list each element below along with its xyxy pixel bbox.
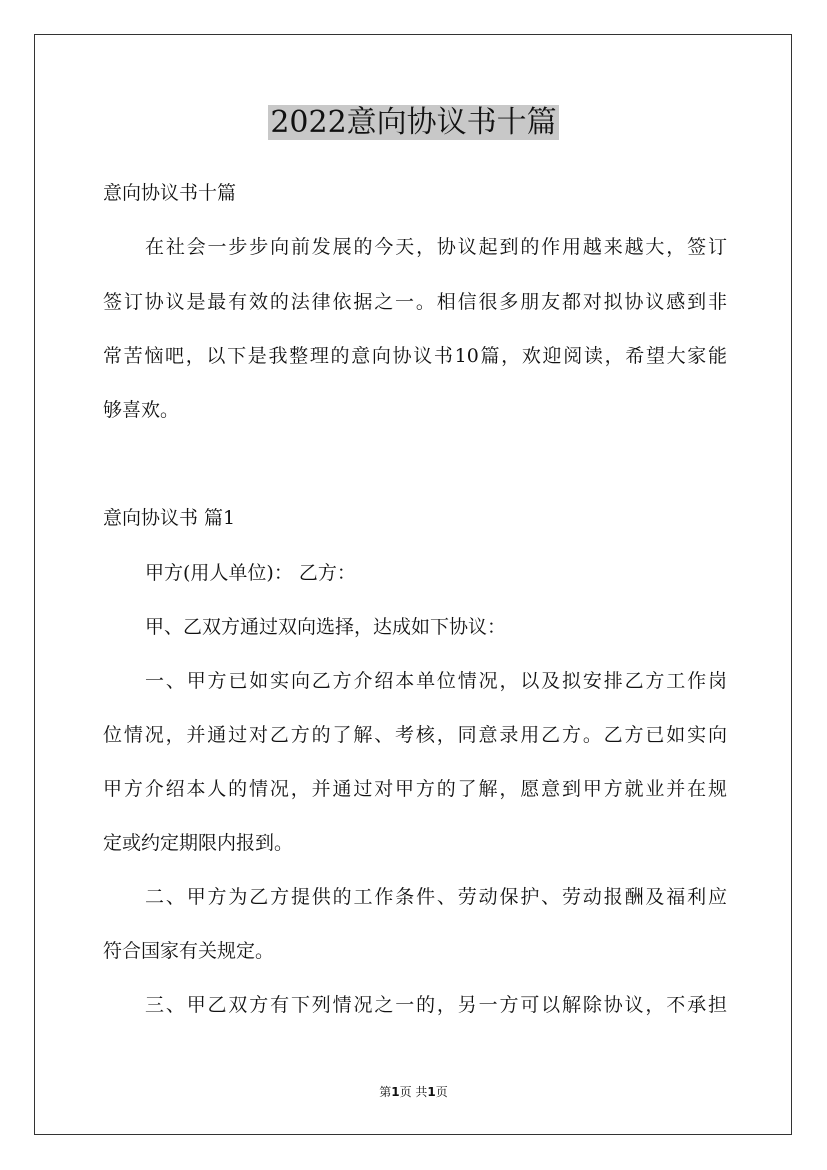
intro-line-1: 在社会一步步向前发展的今天，协议起到的作用越来越大，签订 (145, 236, 727, 258)
footer-page-current: 1 (391, 1085, 400, 1099)
footer-page-total: 1 (427, 1085, 436, 1099)
agreement-line: 甲、乙双方通过双向选择，达成如下协议： (145, 616, 507, 638)
clause1-line-3: 甲方介绍本人的情况，并通过对甲方的了解，愿意到甲方就业并在规 (103, 778, 727, 800)
footer-page-suffix: 页 (435, 1085, 448, 1099)
document-title-text: 2022意向协议书十篇 (270, 105, 557, 140)
intro-line-3: 常苦恼吧，以下是我整理的意向协议书10篇，欢迎阅读，希望大家能 (103, 345, 727, 367)
clause3-line-1: 三、甲乙双方有下列情况之一的，另一方可以解除协议，不承担 (145, 994, 727, 1016)
intro-line-4: 够喜欢。 (103, 399, 180, 421)
footer-page-prefix: 第 (379, 1085, 392, 1099)
party-line: 甲方(用人单位)： 乙方： (145, 562, 356, 584)
document-title (0, 103, 827, 143)
document-subtitle: 意向协议书十篇 (103, 182, 237, 204)
footer-page-mid: 页 共 (399, 1085, 428, 1099)
clause1-line-1: 一、甲方已如实向乙方介绍本单位情况，以及拟安排乙方工作岗 (145, 670, 727, 692)
page-footer (0, 1084, 827, 1100)
clause1-line-2: 位情况，并通过对乙方的了解、考核，同意录用乙方。乙方已如实向 (103, 724, 727, 746)
section-heading: 意向协议书 篇1 (103, 507, 236, 529)
intro-line-2: 签订协议是最有效的法律依据之一。相信很多朋友都对拟协议感到非 (103, 291, 727, 313)
clause1-line-4: 定或约定期限内报到。 (103, 832, 294, 854)
clause2-line-2: 符合国家有关规定。 (103, 940, 275, 962)
clause2-line-1: 二、甲方为乙方提供的工作条件、劳动保护、劳动报酬及福利应 (145, 886, 727, 908)
